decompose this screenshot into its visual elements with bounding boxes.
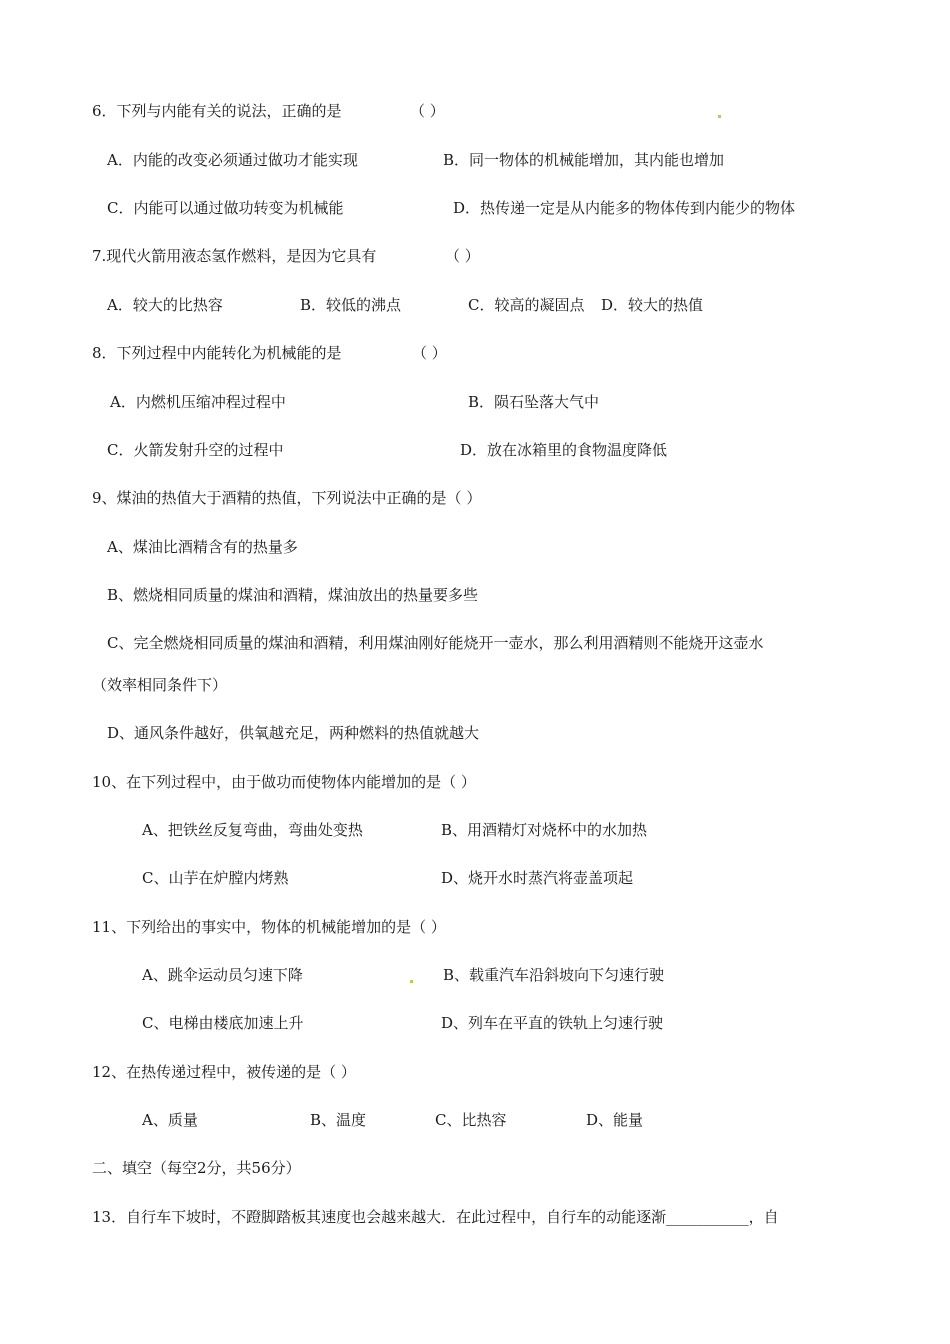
q7-option-c: C．较高的凝固点 — [468, 296, 585, 314]
q6-stem: 6．下列与内能有关的说法，正确的是 — [92, 102, 342, 120]
q13-stem: 13．自行车下坡时，不蹬脚踏板其速度也会越来越大．在此过程中，自行车的动能逐渐 — [92, 1208, 667, 1226]
q10-option-a: A、把铁丝反复弯曲，弯曲处变热 — [142, 821, 363, 839]
q9-option-c-line2: （效率相同条件下） — [92, 676, 228, 694]
q7-option-a: A．较大的比热容 — [107, 296, 223, 314]
q9-option-b: B、燃烧相同质量的煤油和酒精，煤油放出的热量要多些 — [107, 586, 479, 604]
q9-option-d: D、通风条件越好，供氧越充足，两种燃料的热值就越大 — [107, 724, 480, 742]
q7-option-d: D．较大的热值 — [601, 296, 704, 314]
q10-stem: 10、在下列过程中，由于做功而使物体内能增加的是（ ） — [92, 773, 476, 791]
q7-option-b: B．较低的沸点 — [300, 296, 402, 314]
section-heading: 二、填空（每空2分，共56分） — [92, 1159, 301, 1177]
q8-option-a: A．内燃机压缩冲程过程中 — [110, 393, 286, 411]
q8-option-c: C．火箭发射升空的过程中 — [107, 441, 284, 459]
q10-option-c: C、山芋在炉膛内烤熟 — [142, 869, 289, 887]
q11-stem: 11、下列给出的事实中，物体的机械能增加的是（ ） — [92, 918, 446, 936]
q11-option-d: D、列车在平直的铁轨上匀速行驶 — [441, 1014, 664, 1032]
q7-answer-paren: （ ） — [445, 247, 480, 265]
q9-option-c-line1: C、完全燃烧相同质量的煤油和酒精，利用煤油刚好能烧开一壶水，那么利用酒精则不能烧开这壶水 — [107, 634, 764, 652]
q12-stem: 12、在热传递过程中，被传递的是（ ） — [92, 1063, 356, 1081]
q10-option-d: D、烧开水时蒸汽将壶盖项起 — [441, 869, 634, 887]
q12-option-b: B、温度 — [310, 1111, 367, 1129]
q6-option-d: D．热传递一定是从内能多的物体传到内能少的物体 — [453, 199, 796, 217]
scan-speck — [718, 115, 721, 118]
q12-option-a: A、质量 — [142, 1111, 198, 1129]
q6-option-c: C．内能可以通过做功转变为机械能 — [107, 199, 344, 217]
q9-option-a: A、煤油比酒精含有的热量多 — [107, 538, 298, 556]
q9-stem: 9、煤油的热值大于酒精的热值，下列说法中正确的是（ ） — [92, 489, 482, 507]
q8-stem: 8．下列过程中内能转化为机械能的是 — [92, 344, 342, 362]
q6-option-b: B．同一物体的机械能增加，其内能也增加 — [443, 151, 725, 169]
q11-option-a: A、跳伞运动员匀速下降 — [142, 966, 303, 984]
q10-option-b: B、用酒精灯对烧杯中的水加热 — [441, 821, 648, 839]
q12-option-c: C、比热容 — [435, 1111, 507, 1129]
q7-stem: 7.现代火箭用液态氢作燃料，是因为它具有 — [92, 247, 377, 265]
q13-tail: ，自 — [748, 1208, 779, 1226]
q11-option-b: B、载重汽车沿斜坡向下匀速行驶 — [443, 966, 665, 984]
q11-option-c: C、电梯由楼底加速上升 — [142, 1014, 304, 1032]
q8-option-b: B．陨石坠落大气中 — [468, 393, 600, 411]
q6-option-a: A．内能的改变必须通过做功才能实现 — [107, 151, 358, 169]
q13-blank: ___________ — [666, 1208, 749, 1226]
q8-answer-paren: （ ） — [412, 344, 447, 362]
q13-text — [92, 1207, 779, 1227]
q8-option-d: D．放在冰箱里的食物温度降低 — [460, 441, 668, 459]
scan-speck — [410, 980, 413, 983]
q12-option-d: D、能量 — [586, 1111, 644, 1129]
q6-answer-paren: （ ） — [410, 102, 445, 120]
